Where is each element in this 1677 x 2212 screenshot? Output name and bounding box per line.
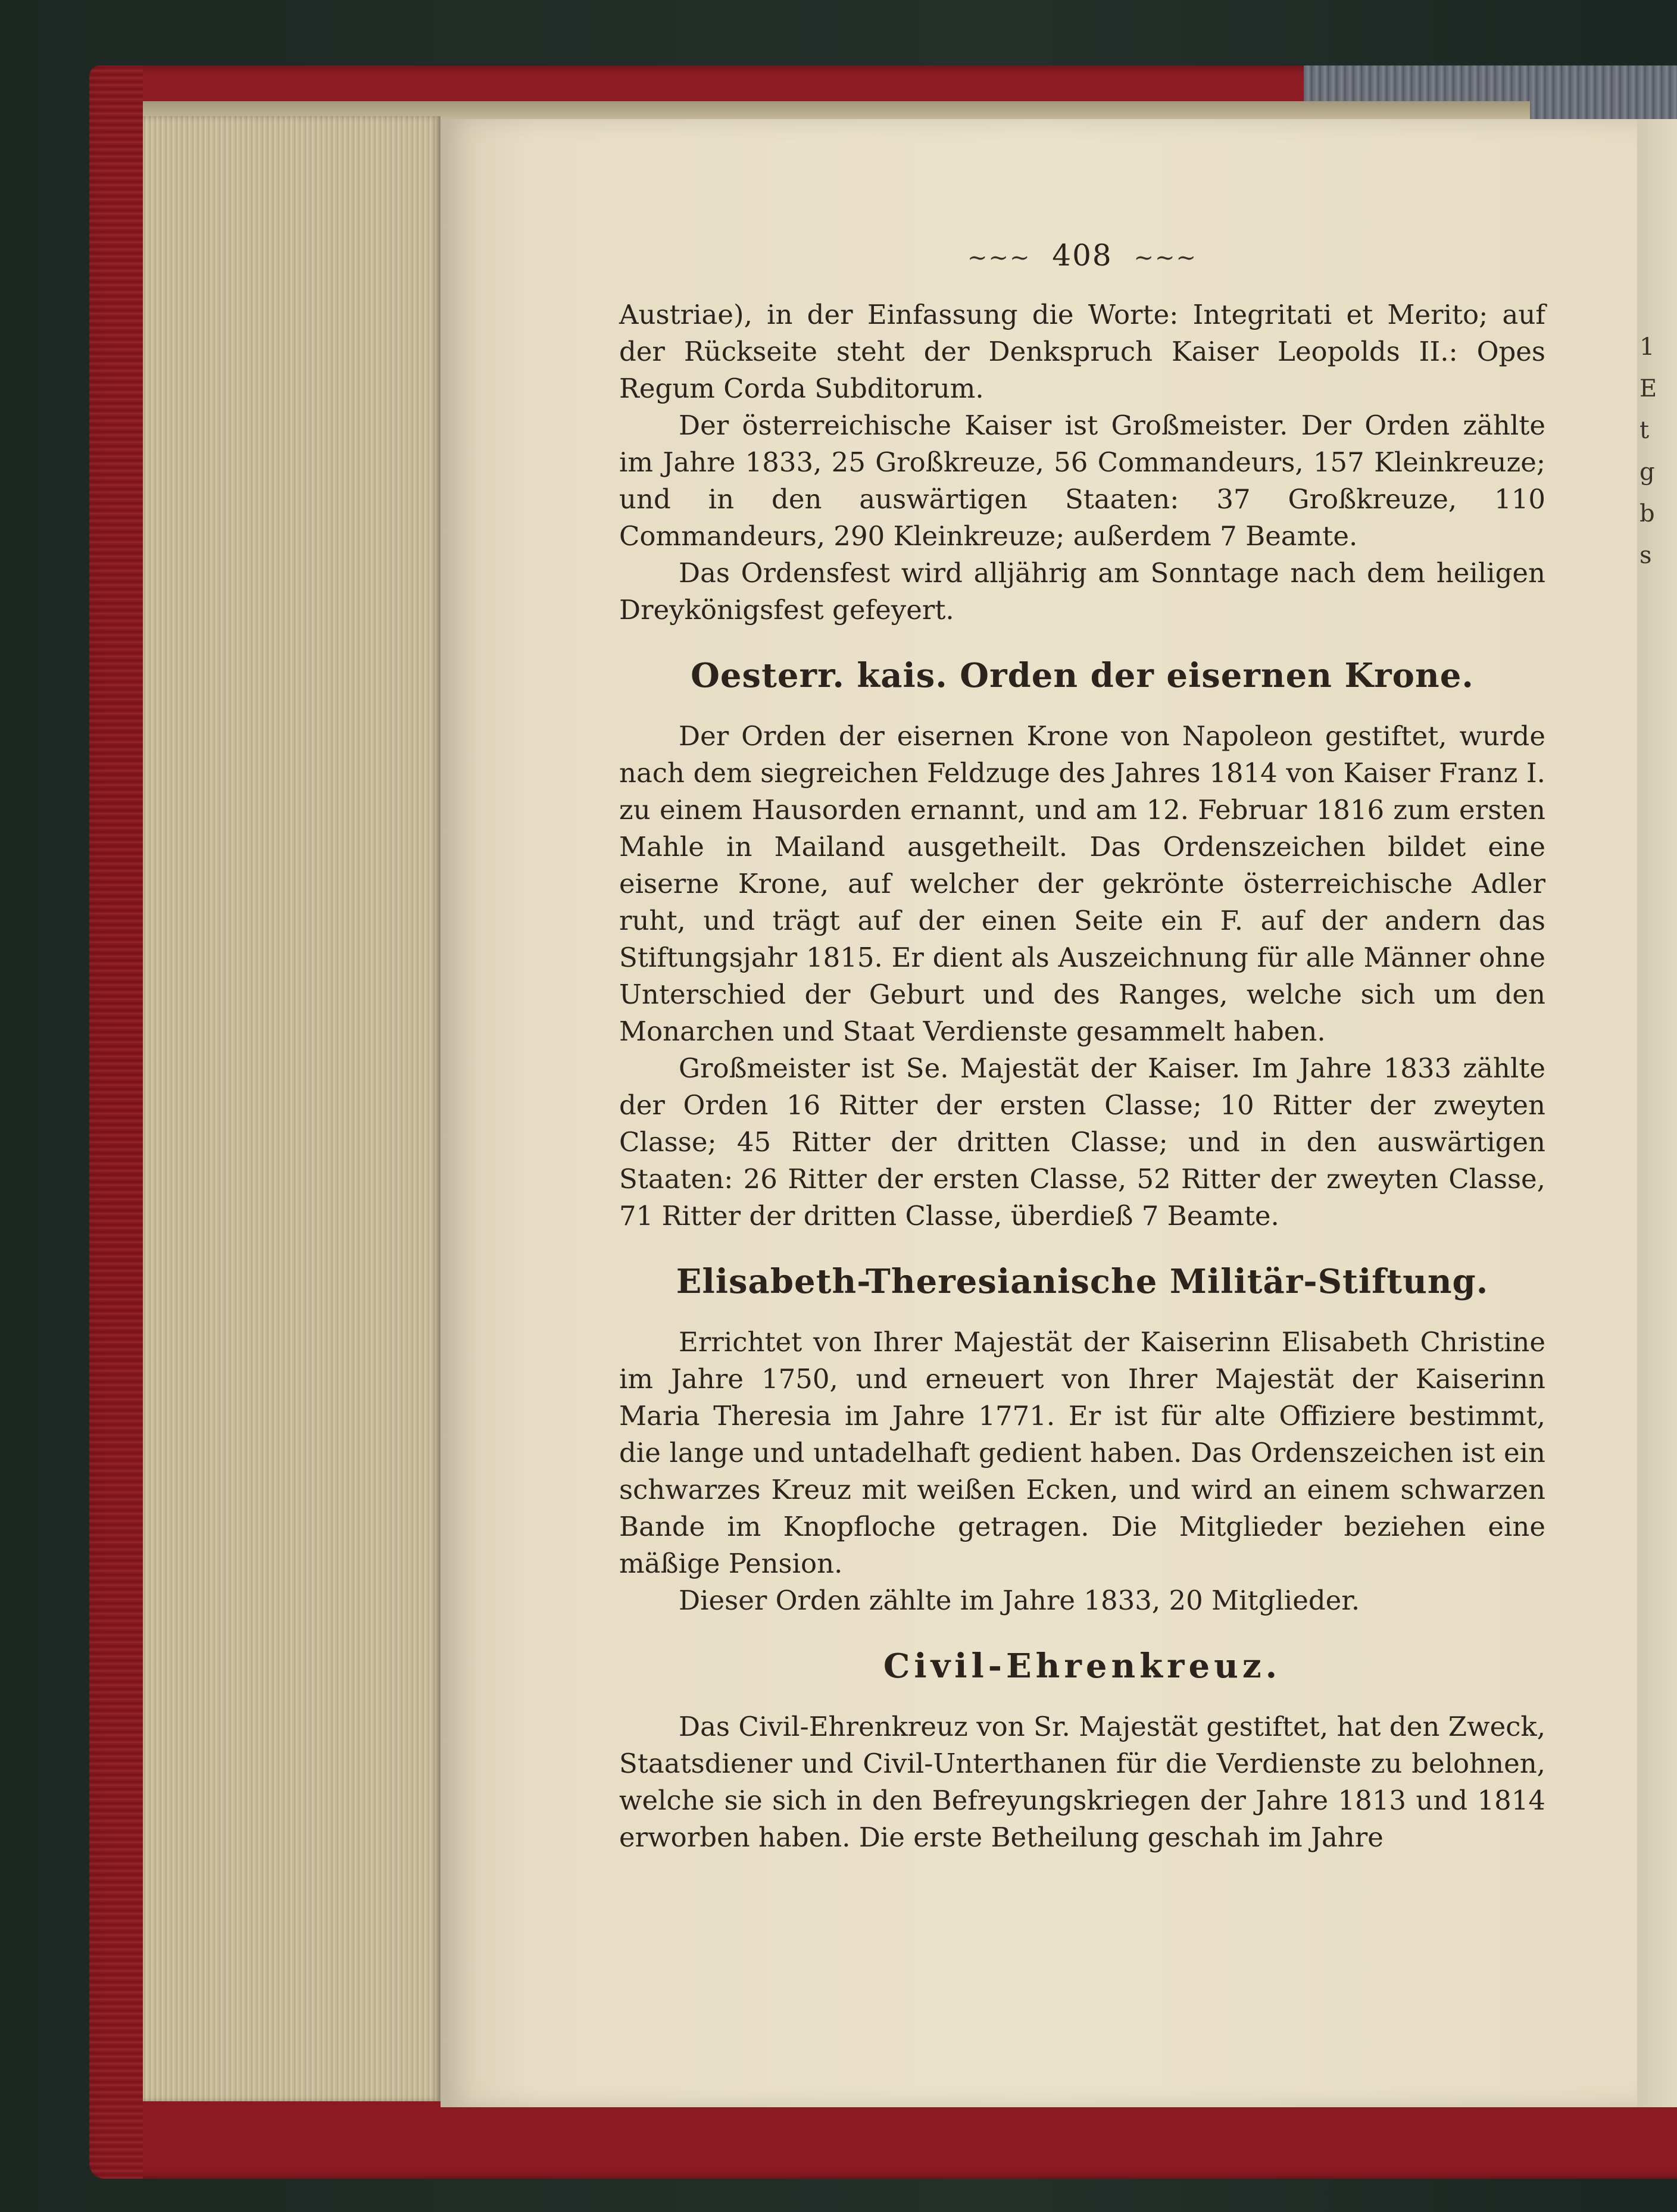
next-page-fragment: E xyxy=(1639,375,1657,402)
next-page-fragment: t xyxy=(1639,417,1650,444)
next-page-fragment: g xyxy=(1639,458,1655,486)
cover-edge xyxy=(89,65,143,2179)
paragraph: Das Civil-Ehrenkreuz von Sr. Majestät gestiftet, hat den Zweck, Staatsdiener und Civil-Unterthanen für die Verdienste zu belohnen, welche sie sich in den Befreyungskriegen der Jahre 1813 und 1814 erworben haben. Die erste Betheilung geschah im Jahre xyxy=(619,1711,1545,1853)
next-page-fragment: 1 xyxy=(1639,333,1655,361)
book-page xyxy=(441,119,1637,2107)
next-page-fragment: s xyxy=(1639,542,1652,569)
page-stack xyxy=(143,116,441,2101)
ornament-left: ~~~ xyxy=(967,244,1031,271)
next-page-fragment: b xyxy=(1639,500,1655,527)
section-heading: Oesterr. kais. Orden der eisernen Krone. xyxy=(691,656,1474,695)
paragraph: Errichtet von Ihrer Majestät der Kaiserinn Elisabeth Christine im Jahre 1750, und erneuert von Ihrer Majestät der Kaiserinn Maria Theresia im Jahre 1771. Er ist für alte Offiziere bestimmt, die lange und untadelhaft gedient haben. Das Ordenszeichen ist ein schwarzes Kreuz mit weißen Ecken, und wird an einem schwarzen Bande im Knopfloche getragen. Die Mitglieder beziehen eine mäßige Pension. xyxy=(619,1326,1545,1579)
paragraph: Großmeister ist Se. Majestät der Kaiser. Im Jahre 1833 zählte der Orden 16 Ritter der ersten Classe; 10 Ritter der zweyten Classe; 45 Ritter der dritten Classe; und in den auswärtigen Staaten: 26 Ritter der ersten Classe, 52 Ritter der zweyten Classe, 71 Ritter der dritten Classe, überdieß 7 Beamte. xyxy=(619,1052,1545,1232)
section-heading: Civil-Ehrenkreuz. xyxy=(883,1646,1282,1686)
page-number: 408 xyxy=(1052,238,1113,273)
page-content xyxy=(619,238,1545,1856)
continuation-paragraph: Austriae), in der Einfassung die Worte: Integritati et Merito; auf der Rückseite steht der Denkspruch Kaiser Leopolds II.: Opes Regum Corda Subditorum. xyxy=(619,299,1545,404)
paragraph: Der österreichische Kaiser ist Großmeister. Der Orden zählte im Jahre 1833, 25 Großkreuze, 56 Commandeurs, 157 Kleinkreuze; und in den auswärtigen Staaten: 37 Großkreuze, 110 Commandeurs, 290 Kleinkreuze; außerdem 7 Beamte. xyxy=(619,410,1545,552)
paragraph: Der Orden der eisernen Krone von Napoleon gestiftet, wurde nach dem siegreichen Feldzuge des Jahres 1814 von Kaiser Franz I. zu einem Hausorden ernannt, und am 12. Februar 1816 zum ersten Mahle in Mailand ausgetheilt. Das Ordenszeichen bildet eine eiserne Krone, auf welcher der gekrönte österreichische Adler ruht, und trägt auf der einen Seite ein F. auf der andern das Stiftungsjahr 1815. Er dient als Auszeichnung für alle Männer ohne Unterschied der Geburt und des Ranges, welche sich um den Monarchen und Staat Verdienste gesammelt haben. xyxy=(619,720,1545,1047)
paragraph: Dieser Orden zählte im Jahre 1833, 20 Mitglieder. xyxy=(679,1585,1360,1616)
next-page-edge xyxy=(1631,119,1677,2107)
page-header xyxy=(619,238,1545,273)
ornament-right: ~~~ xyxy=(1133,244,1198,271)
section-heading: Elisabeth-Theresianische Militär-Stiftung. xyxy=(676,1262,1489,1301)
paragraph: Das Ordensfest wird alljährig am Sonntage nach dem heiligen Dreykönigsfest gefeyert. xyxy=(619,557,1545,626)
